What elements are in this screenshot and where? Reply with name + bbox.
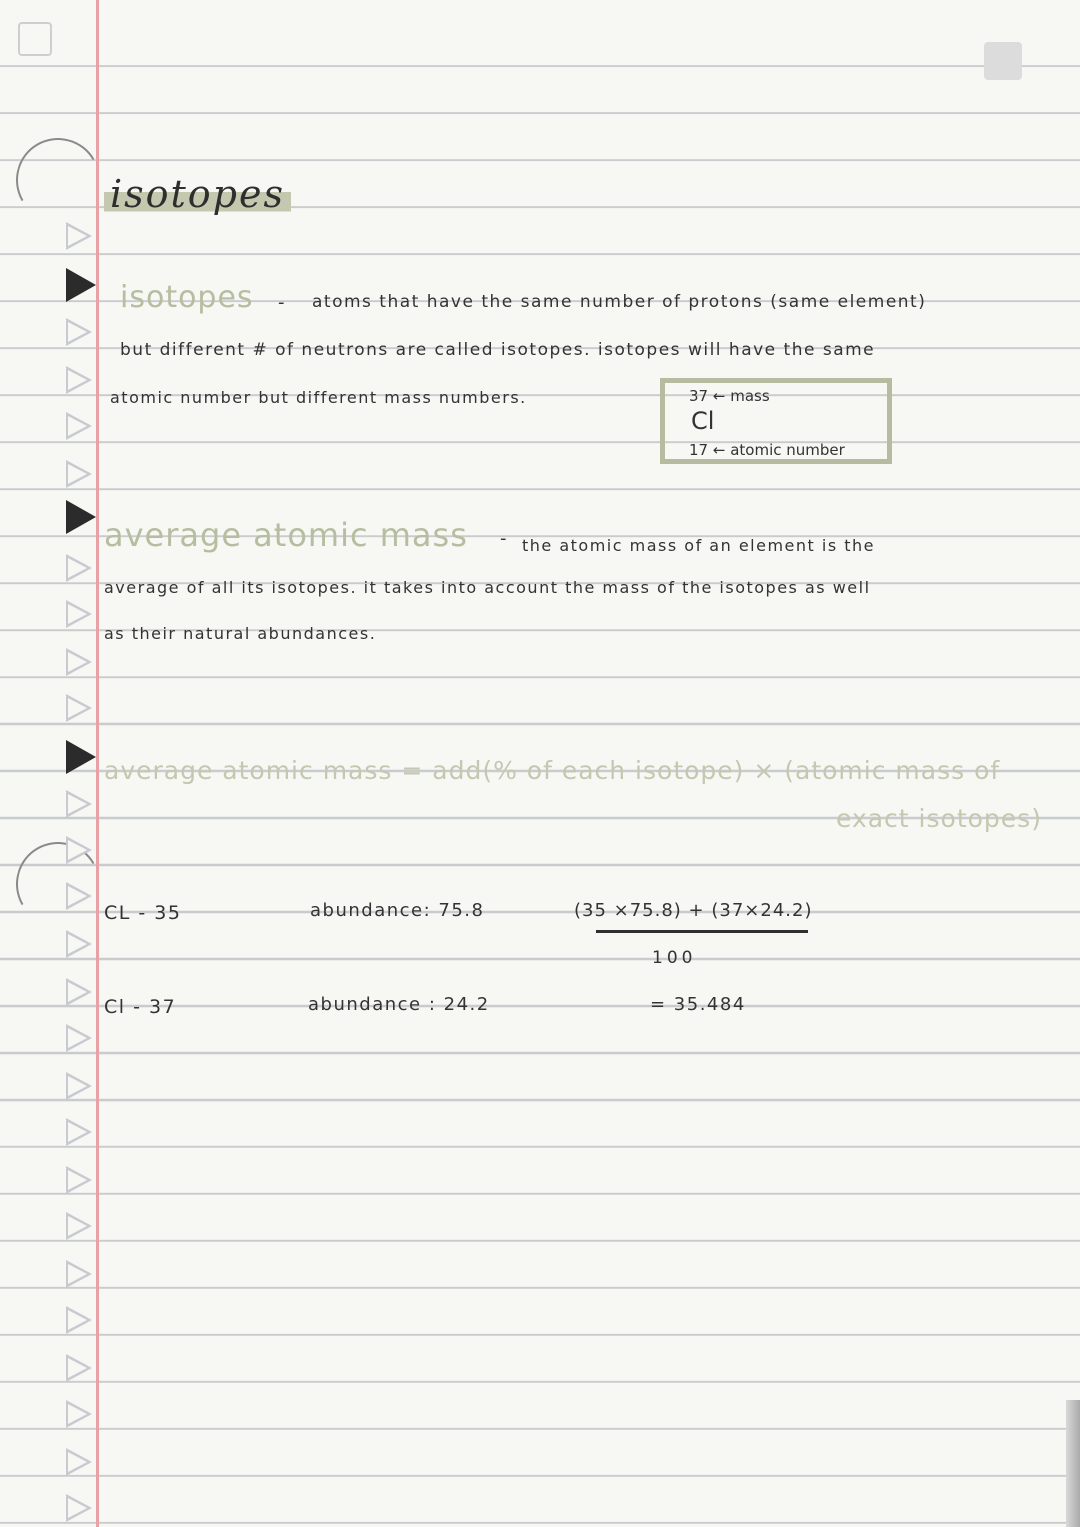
- margin-triangle-icon: [66, 648, 92, 676]
- definition-line: atoms that have the same number of protons (same element): [312, 292, 927, 312]
- margin-triangle-icon: [66, 930, 92, 958]
- calculation-numerator: (35 ×75.8) + (37×24.2): [574, 900, 813, 921]
- isotope-label: Cl - 37: [104, 996, 177, 1018]
- mass-label: mass: [730, 387, 770, 405]
- formula-line: exact isotopes): [836, 804, 1042, 833]
- margin-triangle-icon: [66, 1448, 92, 1476]
- definition-line: the atomic mass of an element is the: [522, 536, 875, 555]
- bullet-triangle-icon: [66, 740, 96, 774]
- fraction-bar: [596, 930, 808, 933]
- definition-line: atomic number but different mass numbers.: [110, 388, 527, 407]
- margin-triangle-icon: [66, 1166, 92, 1194]
- term-average-atomic-mass: average atomic mass: [104, 516, 468, 554]
- formula-line: average atomic mass = add(% of each isotope) × (atomic mass of: [104, 756, 1001, 785]
- element-symbol: Cl: [691, 407, 715, 435]
- margin-triangle-icon: [66, 366, 92, 394]
- margin-triangle-icon: [66, 790, 92, 818]
- calculation-denominator: 100: [652, 948, 697, 968]
- isotope-notation-box: [660, 378, 892, 464]
- margin-triangle-icon: [66, 1072, 92, 1100]
- margin-triangle-icon: [66, 554, 92, 582]
- definition-line: but different # of neutrons are called isotopes. isotopes will have the same: [120, 340, 876, 360]
- abundance-value: abundance: 75.8: [310, 900, 485, 921]
- mass-number: 37: [689, 387, 709, 405]
- arrow-icon: ←: [712, 441, 726, 459]
- arrow-icon: ←: [712, 387, 726, 405]
- margin-triangle-icon: [66, 1260, 92, 1288]
- atomic-number: 17: [689, 441, 709, 459]
- margin-triangle-icon: [66, 978, 92, 1006]
- term-separator: -: [278, 292, 286, 313]
- margin-triangle-icon: [66, 882, 92, 910]
- margin-triangle-icon: [66, 1118, 92, 1146]
- binder-hole-arc-icon: [7, 129, 110, 232]
- calculation-result: = 35.484: [650, 994, 746, 1015]
- binder-hole-arc-icon: [7, 833, 110, 936]
- margin-triangle-icon: [66, 694, 92, 722]
- margin-line: [96, 0, 99, 1527]
- margin-triangle-icon: [66, 1400, 92, 1428]
- corner-stamp-icon: [984, 42, 1022, 80]
- margin-triangle-icon: [66, 1494, 92, 1522]
- margin-triangle-icon: [66, 1354, 92, 1382]
- margin-triangle-icon: [66, 1024, 92, 1052]
- margin-triangle-icon: [66, 318, 92, 346]
- page-title: isotopes: [104, 172, 291, 216]
- corner-logo-icon: [18, 22, 52, 56]
- page-edge: [1066, 1400, 1080, 1527]
- margin-triangle-icon: [66, 600, 92, 628]
- margin-triangle-icon: [66, 412, 92, 440]
- isotope-label: CL - 35: [104, 902, 182, 924]
- term-separator: -: [500, 528, 508, 549]
- bullet-triangle-icon: [66, 500, 96, 534]
- definition-line: average of all its isotopes. it takes into account the mass of the isotopes as well: [104, 578, 871, 597]
- margin-triangle-icon: [66, 460, 92, 488]
- margin-triangle-icon: [66, 1306, 92, 1334]
- term-isotopes: isotopes: [120, 280, 254, 315]
- atomic-label: atomic number: [730, 441, 845, 459]
- margin-triangle-icon: [66, 1212, 92, 1240]
- bullet-triangle-icon: [66, 268, 96, 302]
- margin-triangle-icon: [66, 836, 92, 864]
- definition-line: as their natural abundances.: [104, 624, 377, 643]
- margin-triangle-icon: [66, 222, 92, 250]
- abundance-value: abundance : 24.2: [308, 994, 490, 1015]
